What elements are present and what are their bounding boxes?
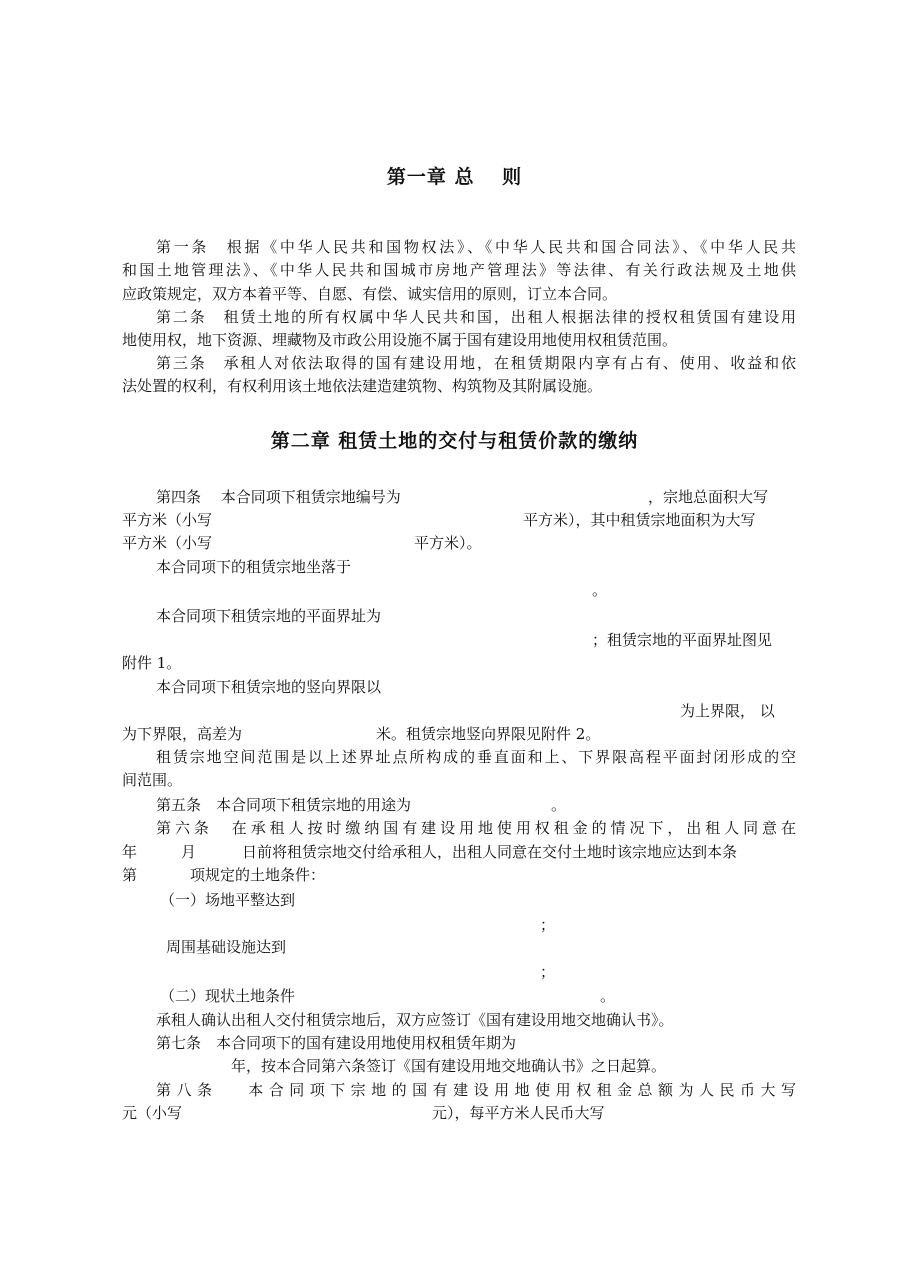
article-6-line-1: 第六条 在承租人按时缴纳国有建设用地使用权租金的情况下，出租人同意在 bbox=[156, 819, 796, 837]
article-1-line-3: 应政策规定，双方本着平等、自愿、有偿、诚实信用的原则，订立本合同。 bbox=[122, 285, 618, 303]
article-4-area-text: ，宗地总面积大写 bbox=[648, 488, 769, 506]
infrastructure-end: ； bbox=[540, 963, 556, 981]
attachment-1-text: 附件 1。 bbox=[122, 654, 182, 672]
area-small-label-1: 平方米（小写 bbox=[122, 511, 213, 529]
handover-confirmation-text: 承租人确认出租人交付租赁宗地后，双方应签订《国有建设用地交地确认书》。 bbox=[156, 1011, 674, 1029]
height-diff-text: 米。租赁宗地竖向界限见附件 2。 bbox=[376, 725, 601, 743]
article-2-line-2: 地使用权，地下资源、埋藏物及市政公用设施不属于国有建设用地使用权租赁范围。 bbox=[122, 331, 678, 349]
area-rented-text: 平方米），其中租赁宗地面积为大写 bbox=[523, 511, 756, 529]
article-6-clause-no: 第 bbox=[122, 866, 138, 884]
location-text: 本合同项下的租赁宗地坐落于 bbox=[156, 558, 352, 576]
article-8-per-sqm: 元），每平方米人民币大写 bbox=[432, 1104, 605, 1122]
area-small-label-2: 平方米（小写 bbox=[122, 534, 213, 552]
article-5-text: 第五条 本合同项下租赁宗地的用途为 bbox=[156, 796, 412, 814]
article-6-line-2: 日前将租赁宗地交付给承租人，出租人同意在交付土地时该宗地应达到本条 bbox=[242, 843, 738, 861]
lower-limit-text: 为下界限，高差为 bbox=[122, 725, 243, 743]
article-2-line-1: 第二条 租赁土地的所有权属中华人民共和国，出租人根据法律的授权租赁国有建设用 bbox=[156, 308, 796, 326]
article-5-end: 。 bbox=[551, 796, 567, 814]
chapter-1-title: 第一章 总 则 bbox=[386, 166, 523, 188]
article-3-line-1: 第三条 承租人对依法取得的国有建设用地，在租赁期限内享有占有、使用、收益和依 bbox=[156, 354, 796, 372]
vertical-limit-text: 本合同项下租赁宗地的竖向界限以 bbox=[156, 678, 382, 696]
article-7-line-2: 年，按本合同第六条签订《国有建设用地交地确认书》之日起算。 bbox=[231, 1057, 667, 1075]
boundary-text: 本合同项下租赁宗地的平面界址为 bbox=[156, 607, 382, 625]
article-3-line-2: 法处置的权利，有权利用该土地依法建造建筑物、构筑物及其附属设施。 bbox=[122, 377, 603, 395]
article-4-text: 第四条 本合同项下租赁宗地编号为 bbox=[156, 488, 401, 506]
infrastructure-text: 周围基础设施达到 bbox=[166, 938, 287, 956]
current-land-condition-text: （二）现状土地条件 bbox=[160, 987, 296, 1005]
article-1-line-1: 第一条 根据《中华人民共和国物权法》、《中华人民共和国合同法》、《中华人民共 bbox=[156, 238, 796, 256]
upper-limit-text: 为上界限， 以 bbox=[680, 702, 775, 720]
current-land-condition-end: 。 bbox=[600, 987, 616, 1005]
spatial-range-line-1: 租赁宗地空间范围是以上述界址点所构成的垂直面和上、下界限高程平面封闭形成的空 bbox=[156, 748, 796, 766]
article-6-line-3: 项规定的土地条件： bbox=[190, 866, 326, 884]
article-6-month: 月 bbox=[181, 843, 197, 861]
article-8-amount-small: 元（小写 bbox=[122, 1104, 183, 1122]
article-7-line-1: 第七条 本合同项下的国有建设用地使用权租赁年期为 bbox=[156, 1034, 517, 1052]
site-leveling-end: ； bbox=[540, 916, 556, 934]
spatial-range-line-2: 间范围。 bbox=[122, 771, 183, 789]
article-1-line-2: 和国土地管理法》、《中华人民共和国城市房地产管理法》等法律、有关行政法规及土地供 bbox=[122, 261, 796, 279]
boundary-map-text: ；租赁宗地的平面界址图见 bbox=[592, 631, 773, 649]
article-8-line-1: 第八条 本合同项下宗地的国有建设用地使用权租金总额为人民币大写 bbox=[156, 1081, 796, 1099]
area-close: 平方米）。 bbox=[414, 534, 482, 552]
site-leveling-text: （一）场地平整达到 bbox=[160, 891, 296, 909]
location-end: 。 bbox=[592, 581, 608, 599]
chapter-2-title: 第二章 租赁土地的交付与租赁价款的缴纳 bbox=[270, 430, 639, 452]
article-6-year: 年 bbox=[122, 843, 138, 861]
